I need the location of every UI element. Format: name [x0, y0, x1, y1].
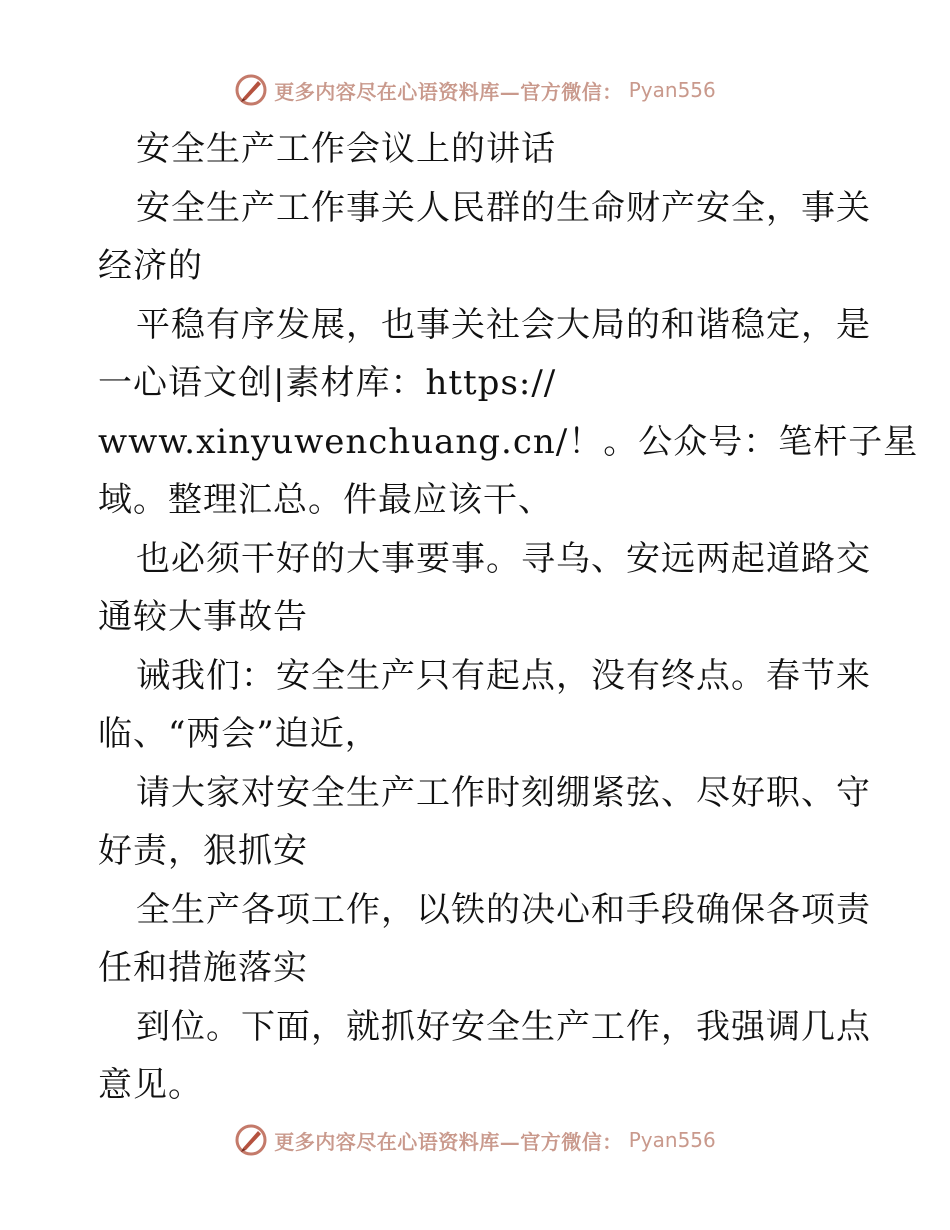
text-line: 安全生产工作事关人民群的生命财产安全，事关 — [136, 187, 871, 228]
text-line: 诫我们：安全生产只有起点，没有终点。春节来 — [136, 655, 871, 696]
text-line: 全生产各项工作，以铁的决心和手段确保各项责 — [136, 889, 871, 930]
footer-banner-wechat: Pyan556 — [628, 1128, 716, 1152]
text-line: 域。整理汇总。件最应该干、 — [98, 480, 553, 520]
text-line: 到位。下面，就抓好安全生产工作，我强调几点 — [136, 1006, 871, 1047]
header-banner-text: 更多内容尽在心语资料库—官方微信： — [274, 79, 623, 104]
footer-banner — [0, 1120, 950, 1160]
text-line: 经济的 — [98, 246, 203, 286]
text-line: 平稳有序发展，也事关社会大局的和谐稳定，是 — [136, 304, 871, 345]
text-line: 一心语文创|素材库：https:// — [98, 363, 557, 403]
pen-logo-icon — [234, 73, 268, 107]
text-line: 通较大事故告 — [98, 597, 308, 637]
text-line: 意见。 — [98, 1065, 203, 1105]
text-line: 请大家对安全生产工作时刻绷紧弦、尽好职、守 — [136, 772, 871, 813]
header-banner-wechat: Pyan556 — [628, 78, 716, 102]
text-line: 也必须干好的大事要事。寻乌、安远两起道路交 — [136, 538, 871, 579]
text-line: www.xinyuwenchuang.cn/！。公众号：笔杆子星 — [98, 421, 919, 462]
text-line: 好责，狠抓安 — [98, 831, 308, 871]
pen-logo-icon — [234, 1123, 268, 1157]
document-body — [98, 120, 919, 1115]
footer-banner-text: 更多内容尽在心语资料库—官方微信： — [274, 1129, 623, 1154]
header-banner — [0, 70, 950, 110]
text-line: 临、“两会”迫近， — [98, 714, 380, 754]
text-line: 任和措施落实 — [98, 948, 308, 988]
document-title: 安全生产工作会议上的讲话 — [136, 129, 556, 169]
